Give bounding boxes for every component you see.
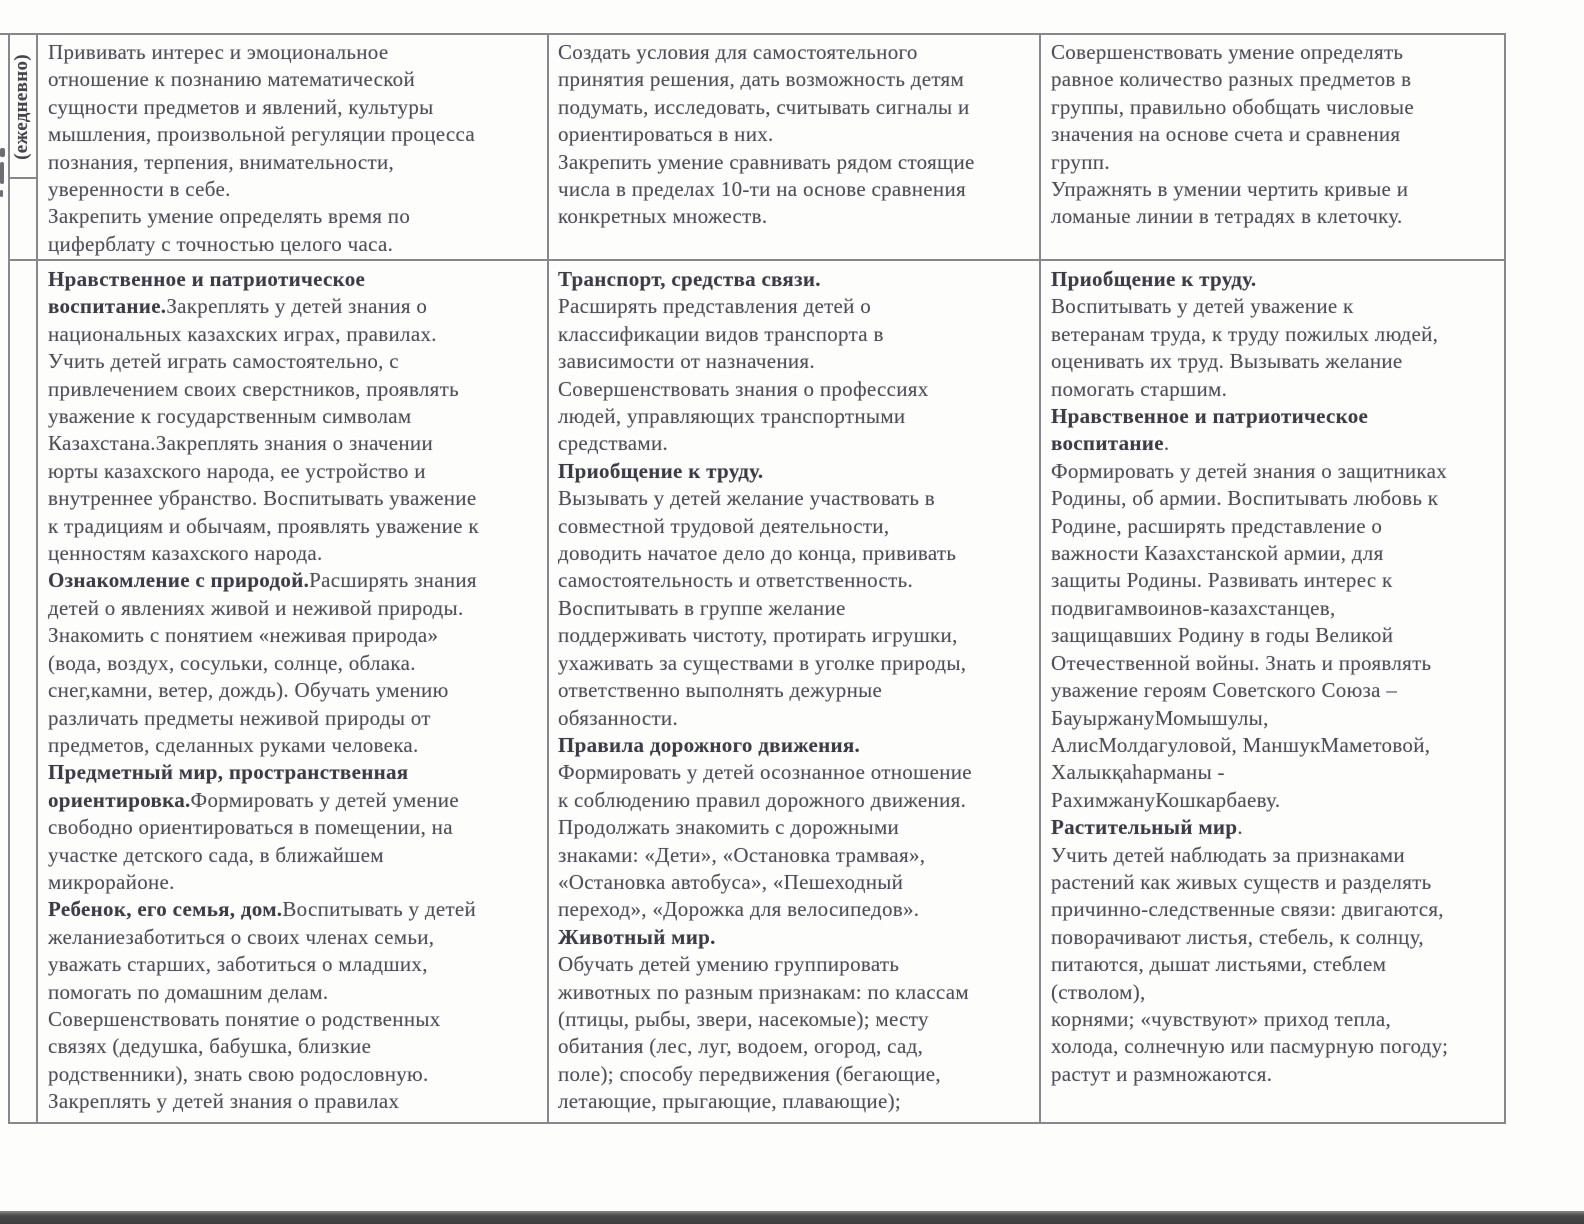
text-line: знаками: «Дети», «Остановка трамвая»,: [558, 842, 926, 867]
row-label-text: (ежедневно): [11, 54, 32, 160]
table-left-border: [8, 33, 10, 1124]
text-line: конкретных множеств.: [558, 204, 768, 229]
text-line: родственники), знать свою родословную.: [48, 1061, 429, 1086]
text-line: Приобщение к труду.: [1051, 267, 1257, 291]
text-line: растений как живых существ и разделять: [1051, 869, 1432, 894]
text-line: привлечением своих сверстников, проявлять: [48, 376, 459, 401]
text-line: «Остановка автобуса», «Пешеходный: [558, 869, 904, 894]
text-line: переход», «Дорожка для велосипедов».: [558, 897, 920, 922]
text-line: юрты казахского народа, ее устройство и: [48, 458, 426, 483]
text-line: уверенности в себе.: [48, 177, 231, 202]
text-line: (птицы, рыбы, звери, насекомые); месту: [558, 1006, 929, 1031]
text-line: доводить начатое дело до конца, прививать: [558, 541, 957, 566]
text-line: помогать по домашним делам.: [48, 979, 329, 1004]
text-line: Нравственное и патриотическое: [48, 267, 366, 291]
text-line: Предметный мир, пространственная: [48, 760, 409, 785]
text-line: ветеранам труда, к труду пожилых людей,: [1051, 321, 1439, 346]
text-line: оценивать их труд. Вызывать желание: [1051, 349, 1403, 374]
text-line: БауыржануМомышулы,: [1051, 705, 1269, 730]
text-line: Правила дорожного движения.: [558, 732, 861, 757]
text-line: к традициям и обычаям, проявлять уважение к: [48, 513, 479, 538]
table-right-border: [1504, 33, 1506, 1124]
text-line: АлисМолдагуловой, МаншукМаметовой,: [1051, 732, 1431, 757]
cut-off-text-fragment: [0, 162, 4, 184]
text-line: Халыкқаһарманы -: [1051, 760, 1225, 785]
text-line: питаются, дышат листьями, стеблем: [1051, 952, 1387, 977]
text-line: подумать, исследовать, считывать сигналы и: [558, 94, 970, 119]
text-line: Формировать у детей осознанное отношение: [558, 760, 972, 785]
text-line: уважение к государственным символам: [48, 404, 412, 429]
text-line: Казахстана.Закреплять знания о значении: [48, 431, 433, 456]
text-line: равное количество разных предметов в: [1051, 67, 1412, 92]
label-column-divider: [36, 33, 38, 1124]
cell-row2-col3: [1051, 266, 1497, 1088]
text-line: внутреннее убранство. Воспитывать уважение: [48, 486, 477, 511]
text-line: Совершенствовать понятие о родственных: [48, 1006, 441, 1031]
text-line: Транспорт, средства связи.: [558, 267, 821, 291]
text-line: холода, солнечную или пасмурную погоду;: [1051, 1034, 1449, 1059]
text-line: Создать условия для самостоятельного: [558, 40, 918, 64]
text-line: Знакомить с понятием «неживая природа»: [48, 623, 439, 648]
text-line: классификации видов транспорта в: [558, 321, 884, 346]
text-line: Ребенок, его семья, дом.Воспитывать у детей: [48, 897, 477, 922]
text-line: Учить детей наблюдать за признаками: [1051, 842, 1405, 867]
text-line: растут и размножаются.: [1051, 1061, 1273, 1086]
text-line: людей, управляющих транспортными: [558, 404, 906, 429]
text-line: Совершенствовать умение определять: [1051, 40, 1404, 64]
cell-row1-col2: [558, 39, 1032, 231]
text-line: свободно ориентироваться в помещении, на: [48, 815, 453, 840]
text-line: воспитание.: [1051, 431, 1170, 456]
text-line: Формировать у детей знания о защитниках: [1051, 458, 1448, 483]
column-divider-1: [547, 33, 549, 1124]
text-line: Родине, расширять представление о: [1051, 513, 1383, 538]
text-line: Животный мир.: [558, 924, 716, 949]
text-line: Упражнять в умении чертить кривые и: [1051, 177, 1409, 202]
text-line: микрорайоне.: [48, 869, 175, 894]
table-bottom-border: [8, 1122, 1506, 1124]
text-line: причинно-следственные связи: двигаются,: [1051, 897, 1444, 922]
text-line: поворачивают листья, стебель, к солнцу,: [1051, 924, 1424, 949]
table-top-border: [0, 33, 1506, 35]
text-line: принятия решения, дать возможность детям: [558, 67, 965, 92]
text-line: Расширять представления детей о: [558, 294, 872, 319]
text-line: уважение героям Советского Союза –: [1051, 678, 1398, 703]
cell-row1-col1: [48, 39, 542, 258]
text-line: поле); способу передвижения (бегающие,: [558, 1061, 941, 1086]
row-divider: [8, 259, 1506, 261]
text-line: отношение к познанию математической: [48, 67, 415, 92]
text-line: групп.: [1051, 149, 1110, 174]
text-line: воспитание.Закреплять у детей знания о: [48, 294, 428, 319]
text-line: ориентироваться в них.: [558, 122, 774, 147]
text-line: Отечественной войны. Знать и проявлять: [1051, 650, 1432, 675]
text-line: Нравственное и патриотическое: [1051, 404, 1369, 429]
text-line: Родины, об армии. Воспитывать любовь к: [1051, 486, 1439, 511]
text-line: циферблату с точностью целого часа.: [48, 231, 394, 256]
text-line: обязанности.: [558, 705, 679, 730]
text-line: Приобщение к труду.: [558, 458, 764, 483]
text-line: поддерживать чистоту, протирать игрушки,: [558, 623, 958, 648]
text-line: обитания (лес, луг, водоем, огород, сад,: [558, 1034, 924, 1059]
text-line: Учить детей играть самостоятельно, с: [48, 349, 399, 374]
text-line: корнями; «чувствуют» приход тепла,: [1051, 1006, 1392, 1031]
cell-row1-col3: [1051, 39, 1497, 231]
text-line: защищавших Родину в годы Великой: [1051, 623, 1394, 648]
text-line: летающие, прыгающие, плавающие);: [558, 1089, 902, 1114]
text-line: мышления, произвольной регуляции процесса: [48, 122, 476, 147]
text-line: защиты Родины. Развивать интерес к: [1051, 568, 1393, 593]
text-line: предметов, сделанных руками человека.: [48, 732, 419, 757]
cell-row2-col1: [48, 266, 542, 1116]
row-label-daily: [7, 36, 37, 178]
text-line: Закрепить умение сравнивать рядом стоящие: [558, 149, 975, 174]
text-line: РахимжануКошкарбаеву.: [1051, 787, 1281, 812]
text-line: Ознакомление с природой.Расширять знания: [48, 568, 477, 593]
cell-row2-col2: [558, 266, 1032, 1116]
text-line: (стволом),: [1051, 979, 1146, 1004]
text-line: ухаживать за существами в уголке природы,: [558, 650, 967, 675]
scan-edge-bar: [0, 1211, 1584, 1224]
text-line: совместной трудовой деятельности,: [558, 513, 890, 538]
text-line: различать предметы неживой природы от: [48, 705, 431, 730]
text-line: Прививать интерес и эмоциональное: [48, 40, 389, 64]
text-line: важности Казахстанской армии, для: [1051, 541, 1384, 566]
text-line: ломаные линии в тетрадях в клеточку.: [1051, 204, 1403, 229]
text-line: желаниезаботиться о своих членах семьи,: [48, 924, 435, 949]
text-line: группы, правильно обобщать числовые: [1051, 94, 1414, 119]
text-line: связях (дедушка, бабушка, близкие: [48, 1034, 372, 1059]
column-divider-2: [1039, 33, 1041, 1124]
text-line: Растительный мир.: [1051, 815, 1243, 840]
text-line: Закрепить умение определять время по: [48, 204, 411, 229]
text-line: ориентировка.Формировать у детей умение: [48, 787, 459, 812]
text-line: снег,камни, ветер, дождь). Обучать умению: [48, 678, 449, 703]
text-line: Воспитывать у детей уважение к: [1051, 294, 1354, 319]
text-line: сущности предметов и явлений, культуры: [48, 94, 434, 119]
text-line: национальных казахских играх, правилах.: [48, 321, 437, 346]
text-line: значения на основе счета и сравнения: [1051, 122, 1401, 147]
text-line: ценностям казахского народа.: [48, 541, 323, 566]
cut-off-text-fragment: [0, 190, 3, 197]
text-line: самостоятельность и ответственность.: [558, 568, 914, 593]
text-line: детей о явлениях живой и неживой природы.: [48, 595, 464, 620]
text-line: средствами.: [558, 431, 669, 456]
text-line: уважать старших, заботиться о младших,: [48, 952, 428, 977]
text-line: зависимости от назначения.: [558, 349, 815, 374]
text-line: Воспитывать в группе желание: [558, 595, 846, 620]
text-line: Обучать детей умению группировать: [558, 952, 900, 977]
text-line: Совершенствовать знания о профессиях: [558, 376, 929, 401]
text-line: Вызывать у детей желание участвовать в: [558, 486, 935, 511]
text-line: ответственно выполнять дежурные: [558, 678, 883, 703]
text-line: подвигамвоинов-казахстанцев,: [1051, 595, 1336, 620]
text-line: к соблюдению правил дорожного движения.: [558, 787, 967, 812]
cut-off-text-fragment: [0, 148, 5, 157]
text-line: (вода, воздух, сосульки, солнце, облака.: [48, 650, 416, 675]
text-line: участке детского сада, в ближайшем: [48, 842, 384, 867]
text-line: числа в пределах 10-ти на основе сравнения: [558, 177, 966, 202]
text-line: познания, терпения, внимательности,: [48, 149, 395, 174]
text-line: Закреплять у детей знания о правилах: [48, 1089, 400, 1114]
text-line: Продолжать знакомить с дорожными: [558, 815, 900, 840]
text-line: помогать старшим.: [1051, 376, 1228, 401]
text-line: животных по разным признакам: по классам: [558, 979, 969, 1004]
